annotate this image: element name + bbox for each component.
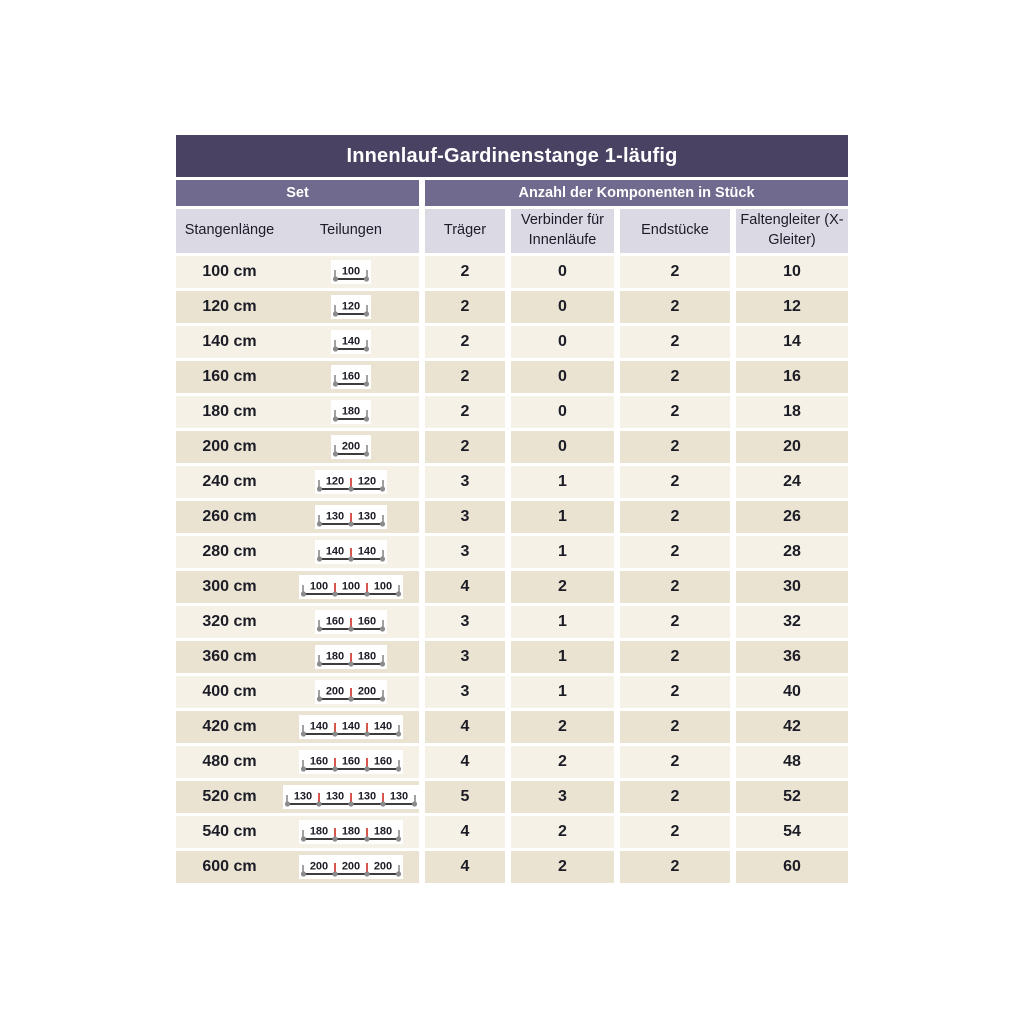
svg-text:140: 140 bbox=[341, 720, 361, 733]
svg-text:130: 130 bbox=[357, 790, 377, 803]
column-header-teilungen: Teilungen bbox=[319, 222, 382, 239]
set-cell bbox=[176, 641, 419, 673]
traeger-value: 3 bbox=[425, 676, 505, 708]
verbinder-value: 1 bbox=[511, 606, 614, 638]
svg-text:180: 180 bbox=[309, 825, 329, 838]
set-cell bbox=[176, 571, 419, 603]
svg-text:200: 200 bbox=[325, 685, 345, 698]
endstuecke-value: 2 bbox=[620, 781, 730, 813]
traeger-value: 2 bbox=[425, 431, 505, 463]
verbinder-value: 1 bbox=[511, 466, 614, 498]
faltengleiter-value: 24 bbox=[736, 466, 848, 498]
traeger-value: 3 bbox=[425, 536, 505, 568]
set-cell bbox=[176, 781, 419, 813]
traeger-value: 3 bbox=[425, 466, 505, 498]
set-cell bbox=[176, 291, 419, 323]
endstuecke-value: 2 bbox=[620, 431, 730, 463]
endstuecke-value: 2 bbox=[620, 851, 730, 883]
traeger-value: 4 bbox=[425, 816, 505, 848]
faltengleiter-value: 18 bbox=[736, 396, 848, 428]
rod-dimension-chip bbox=[315, 680, 387, 704]
set-cell bbox=[176, 606, 419, 638]
endstuecke-value: 2 bbox=[620, 396, 730, 428]
endstuecke-value: 2 bbox=[620, 466, 730, 498]
rod-dimension-chip bbox=[331, 400, 371, 424]
traeger-value: 4 bbox=[425, 851, 505, 883]
stangenlaenge-value: 420 cm bbox=[202, 718, 257, 735]
traeger-value: 3 bbox=[425, 501, 505, 533]
verbinder-value: 1 bbox=[511, 641, 614, 673]
rod-dimension-chip bbox=[315, 540, 387, 564]
set-cell bbox=[176, 676, 419, 708]
teilungen-diagram bbox=[283, 645, 419, 669]
teilungen-diagram bbox=[283, 470, 419, 494]
svg-text:120: 120 bbox=[325, 475, 345, 488]
svg-text:130: 130 bbox=[389, 790, 409, 803]
traeger-value: 3 bbox=[425, 641, 505, 673]
rod-dimension-chip bbox=[315, 505, 387, 529]
svg-text:130: 130 bbox=[293, 790, 313, 803]
stangenlaenge-value: 240 cm bbox=[202, 473, 257, 490]
rod-dimension-chip bbox=[331, 295, 371, 319]
endstuecke-value: 2 bbox=[620, 501, 730, 533]
svg-text:180: 180 bbox=[325, 650, 345, 663]
teilungen-diagram bbox=[283, 715, 419, 739]
stangenlaenge-value: 280 cm bbox=[202, 543, 257, 560]
traeger-value: 3 bbox=[425, 606, 505, 638]
rod-dimension-chip bbox=[331, 435, 371, 459]
set-cell bbox=[176, 256, 419, 288]
svg-text:200: 200 bbox=[341, 440, 361, 453]
traeger-value: 5 bbox=[425, 781, 505, 813]
verbinder-value: 2 bbox=[511, 711, 614, 743]
svg-text:160: 160 bbox=[309, 755, 329, 768]
verbinder-value: 0 bbox=[511, 256, 614, 288]
faltengleiter-value: 20 bbox=[736, 431, 848, 463]
svg-text:140: 140 bbox=[341, 335, 361, 348]
stangenlaenge-value: 120 cm bbox=[202, 298, 257, 315]
faltengleiter-value: 42 bbox=[736, 711, 848, 743]
rod-dimension-chip bbox=[299, 715, 403, 739]
faltengleiter-value: 54 bbox=[736, 816, 848, 848]
faltengleiter-value: 32 bbox=[736, 606, 848, 638]
svg-text:130: 130 bbox=[325, 790, 345, 803]
faltengleiter-value: 30 bbox=[736, 571, 848, 603]
teilungen-diagram bbox=[283, 260, 419, 284]
stangenlaenge-value: 200 cm bbox=[202, 438, 257, 455]
svg-text:130: 130 bbox=[325, 510, 345, 523]
verbinder-value: 1 bbox=[511, 676, 614, 708]
verbinder-value: 0 bbox=[511, 361, 614, 393]
faltengleiter-value: 48 bbox=[736, 746, 848, 778]
endstuecke-value: 2 bbox=[620, 711, 730, 743]
verbinder-value: 0 bbox=[511, 431, 614, 463]
set-cell bbox=[176, 431, 419, 463]
column-header-endstuecke: Endstücke bbox=[620, 209, 730, 253]
stangenlaenge-value: 480 cm bbox=[202, 753, 257, 770]
rod-dimension-chip bbox=[283, 785, 419, 809]
traeger-value: 2 bbox=[425, 361, 505, 393]
endstuecke-value: 2 bbox=[620, 291, 730, 323]
verbinder-value: 2 bbox=[511, 851, 614, 883]
set-cell bbox=[176, 536, 419, 568]
verbinder-value: 1 bbox=[511, 501, 614, 533]
stangenlaenge-value: 260 cm bbox=[202, 508, 257, 525]
endstuecke-value: 2 bbox=[620, 326, 730, 358]
traeger-value: 2 bbox=[425, 256, 505, 288]
teilungen-diagram bbox=[283, 680, 419, 704]
section-header-set: Set bbox=[176, 180, 419, 206]
svg-text:160: 160 bbox=[341, 755, 361, 768]
svg-text:180: 180 bbox=[341, 825, 361, 838]
teilungen-diagram bbox=[283, 505, 419, 529]
rod-dimension-chip bbox=[299, 855, 403, 879]
teilungen-diagram bbox=[283, 400, 419, 424]
faltengleiter-value: 12 bbox=[736, 291, 848, 323]
traeger-value: 4 bbox=[425, 571, 505, 603]
set-cell bbox=[176, 711, 419, 743]
stangenlaenge-value: 600 cm bbox=[202, 858, 257, 875]
teilungen-diagram bbox=[283, 855, 419, 879]
set-cell bbox=[176, 396, 419, 428]
stangenlaenge-value: 360 cm bbox=[202, 648, 257, 665]
svg-text:100: 100 bbox=[341, 580, 361, 593]
svg-text:180: 180 bbox=[341, 405, 361, 418]
svg-text:160: 160 bbox=[325, 615, 345, 628]
set-cell bbox=[176, 816, 419, 848]
stangenlaenge-value: 100 cm bbox=[202, 263, 257, 280]
endstuecke-value: 2 bbox=[620, 606, 730, 638]
table-title: Innenlauf-Gardinenstange 1-läufig bbox=[176, 135, 848, 177]
stangenlaenge-value: 180 cm bbox=[202, 403, 257, 420]
svg-text:160: 160 bbox=[341, 370, 361, 383]
teilungen-diagram bbox=[283, 330, 419, 354]
verbinder-value: 0 bbox=[511, 396, 614, 428]
traeger-value: 2 bbox=[425, 396, 505, 428]
traeger-value: 2 bbox=[425, 291, 505, 323]
teilungen-diagram bbox=[283, 610, 419, 634]
traeger-value: 4 bbox=[425, 711, 505, 743]
verbinder-value: 2 bbox=[511, 571, 614, 603]
set-cell bbox=[176, 361, 419, 393]
teilungen-diagram bbox=[283, 435, 419, 459]
faltengleiter-value: 52 bbox=[736, 781, 848, 813]
verbinder-value: 1 bbox=[511, 536, 614, 568]
svg-text:200: 200 bbox=[357, 685, 377, 698]
faltengleiter-value: 36 bbox=[736, 641, 848, 673]
svg-text:200: 200 bbox=[373, 860, 393, 873]
set-cell bbox=[176, 326, 419, 358]
traeger-value: 4 bbox=[425, 746, 505, 778]
stangenlaenge-value: 140 cm bbox=[202, 333, 257, 350]
svg-text:180: 180 bbox=[357, 650, 377, 663]
column-header-set-group bbox=[176, 209, 419, 253]
svg-text:200: 200 bbox=[341, 860, 361, 873]
teilungen-diagram bbox=[283, 785, 419, 809]
svg-text:140: 140 bbox=[357, 545, 377, 558]
verbinder-value: 3 bbox=[511, 781, 614, 813]
column-header-stangenlaenge: Stangenlänge bbox=[184, 222, 275, 239]
teilungen-diagram bbox=[283, 540, 419, 564]
faltengleiter-value: 40 bbox=[736, 676, 848, 708]
set-cell bbox=[176, 851, 419, 883]
svg-text:100: 100 bbox=[373, 580, 393, 593]
stangenlaenge-value: 320 cm bbox=[202, 613, 257, 630]
rod-dimension-chip bbox=[299, 575, 403, 599]
svg-text:160: 160 bbox=[373, 755, 393, 768]
endstuecke-value: 2 bbox=[620, 536, 730, 568]
stangenlaenge-value: 400 cm bbox=[202, 683, 257, 700]
rod-dimension-chip bbox=[331, 260, 371, 284]
endstuecke-value: 2 bbox=[620, 816, 730, 848]
svg-text:120: 120 bbox=[341, 300, 361, 313]
traeger-value: 2 bbox=[425, 326, 505, 358]
endstuecke-value: 2 bbox=[620, 571, 730, 603]
column-header-faltengleiter: Faltengleiter (X-Gleiter) bbox=[736, 209, 848, 253]
svg-text:200: 200 bbox=[309, 860, 329, 873]
svg-text:180: 180 bbox=[373, 825, 393, 838]
set-cell bbox=[176, 746, 419, 778]
rod-dimension-chip bbox=[331, 365, 371, 389]
verbinder-value: 2 bbox=[511, 816, 614, 848]
teilungen-diagram bbox=[283, 295, 419, 319]
teilungen-diagram bbox=[283, 820, 419, 844]
faltengleiter-value: 60 bbox=[736, 851, 848, 883]
stangenlaenge-value: 520 cm bbox=[202, 788, 257, 805]
teilungen-diagram bbox=[283, 750, 419, 774]
svg-text:140: 140 bbox=[373, 720, 393, 733]
stangenlaenge-value: 540 cm bbox=[202, 823, 257, 840]
svg-text:120: 120 bbox=[357, 475, 377, 488]
set-cell bbox=[176, 501, 419, 533]
column-header-traeger: Träger bbox=[425, 209, 505, 253]
rod-dimension-chip bbox=[299, 820, 403, 844]
endstuecke-value: 2 bbox=[620, 256, 730, 288]
endstuecke-value: 2 bbox=[620, 676, 730, 708]
section-header-components: Anzahl der Komponenten in Stück bbox=[425, 180, 848, 206]
svg-text:130: 130 bbox=[357, 510, 377, 523]
set-cell bbox=[176, 466, 419, 498]
column-header-verbinder: Verbinder für Innenläufe bbox=[511, 209, 614, 253]
endstuecke-value: 2 bbox=[620, 641, 730, 673]
teilungen-diagram bbox=[283, 365, 419, 389]
faltengleiter-value: 16 bbox=[736, 361, 848, 393]
faltengleiter-value: 14 bbox=[736, 326, 848, 358]
rod-dimension-chip bbox=[315, 610, 387, 634]
faltengleiter-value: 28 bbox=[736, 536, 848, 568]
faltengleiter-value: 10 bbox=[736, 256, 848, 288]
svg-text:160: 160 bbox=[357, 615, 377, 628]
svg-text:140: 140 bbox=[309, 720, 329, 733]
endstuecke-value: 2 bbox=[620, 361, 730, 393]
rod-dimension-chip bbox=[315, 645, 387, 669]
verbinder-value: 0 bbox=[511, 291, 614, 323]
rod-dimension-chip bbox=[315, 470, 387, 494]
rod-dimension-chip bbox=[299, 750, 403, 774]
verbinder-value: 2 bbox=[511, 746, 614, 778]
svg-text:140: 140 bbox=[325, 545, 345, 558]
svg-text:100: 100 bbox=[309, 580, 329, 593]
stangenlaenge-value: 300 cm bbox=[202, 578, 257, 595]
verbinder-value: 0 bbox=[511, 326, 614, 358]
stangenlaenge-value: 160 cm bbox=[202, 368, 257, 385]
teilungen-diagram bbox=[283, 575, 419, 599]
endstuecke-value: 2 bbox=[620, 746, 730, 778]
rod-dimension-chip bbox=[331, 330, 371, 354]
product-table bbox=[176, 135, 848, 883]
svg-text:100: 100 bbox=[341, 265, 361, 278]
faltengleiter-value: 26 bbox=[736, 501, 848, 533]
